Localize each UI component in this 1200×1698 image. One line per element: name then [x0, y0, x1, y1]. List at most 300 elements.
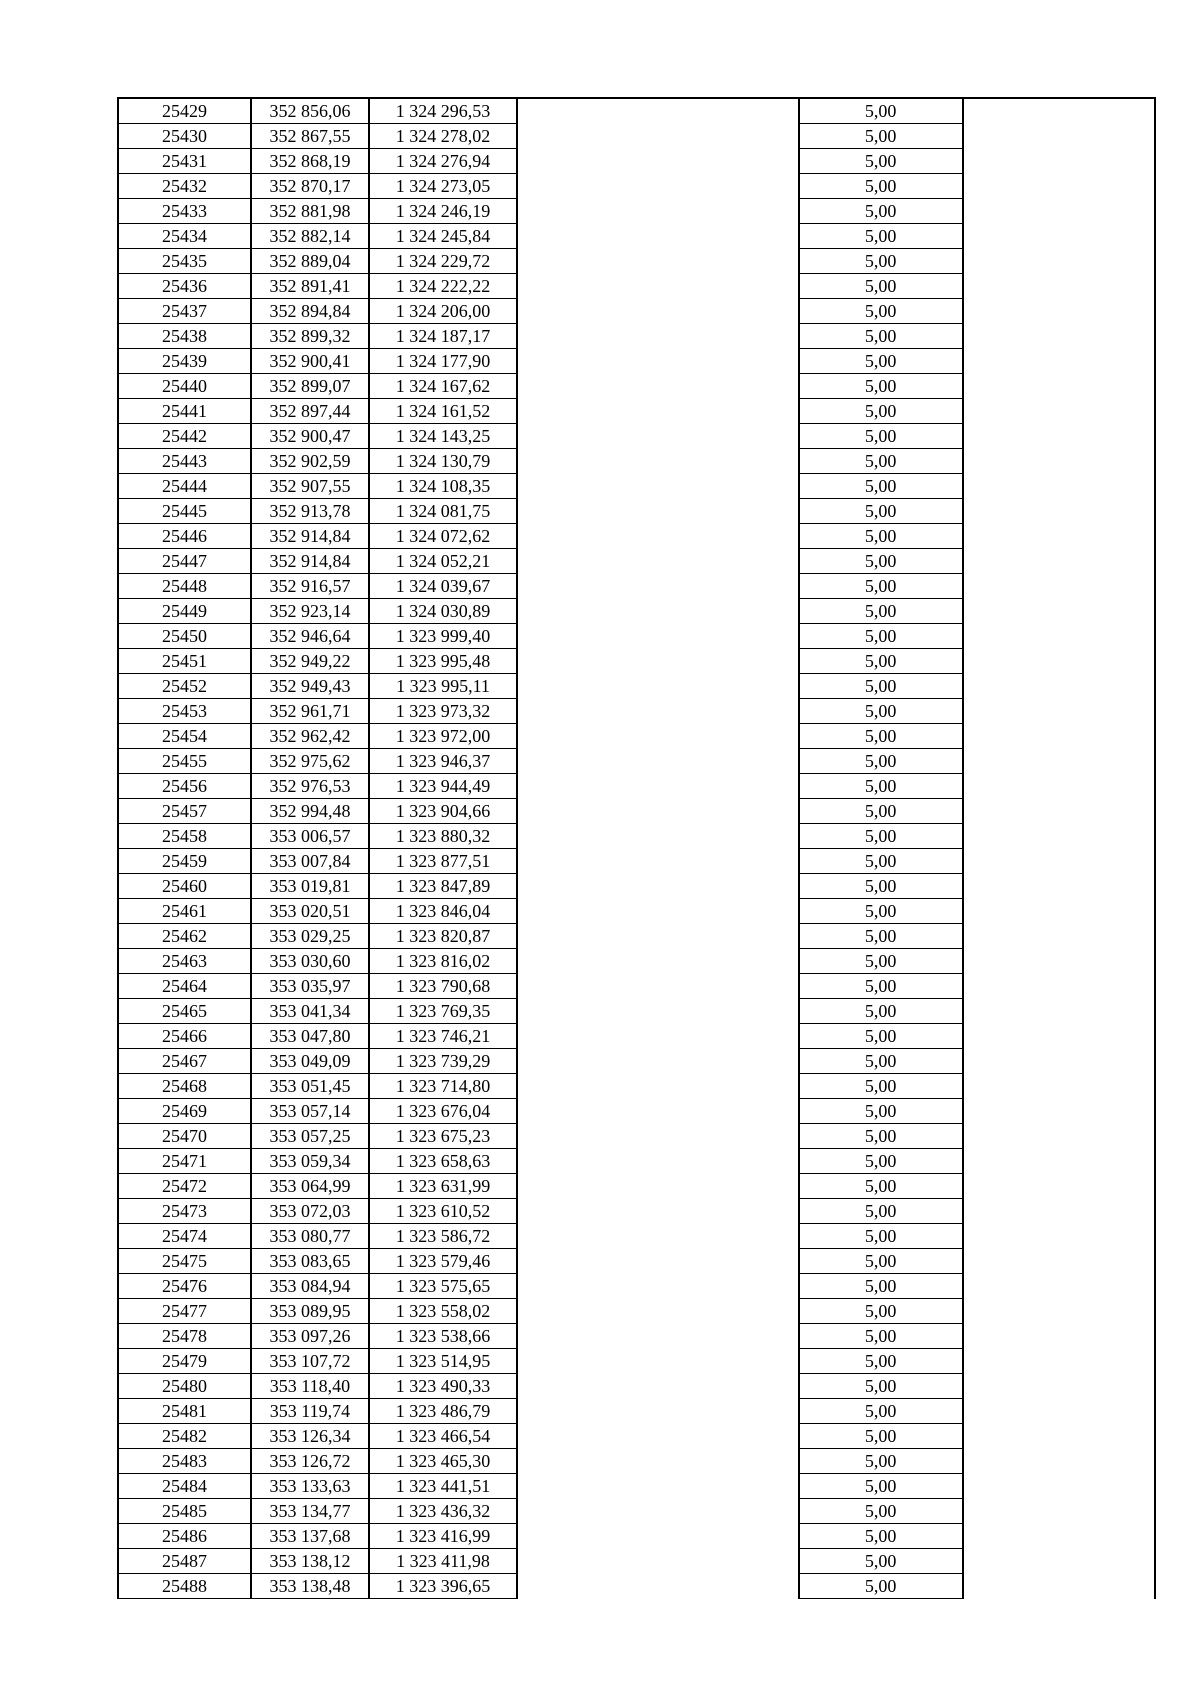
note-cell	[963, 174, 1156, 199]
table-row	[118, 349, 1155, 374]
table-row	[118, 324, 1155, 349]
y-coordinate-cell: 1 323 973,32	[369, 699, 517, 724]
y-coordinate-cell: 1 323 466,54	[369, 1424, 517, 1449]
note-cell	[963, 1549, 1156, 1574]
empty-cell	[517, 799, 799, 824]
point-number-cell: 25455	[118, 749, 251, 774]
y-coordinate-cell: 1 323 610,52	[369, 1199, 517, 1224]
x-coordinate-cell: 353 035,97	[251, 974, 369, 999]
note-cell	[963, 224, 1156, 249]
empty-cell	[517, 1324, 799, 1349]
x-coordinate-cell: 352 881,98	[251, 199, 369, 224]
note-cell	[963, 499, 1156, 524]
empty-cell	[517, 1274, 799, 1299]
empty-cell	[517, 324, 799, 349]
empty-cell	[517, 849, 799, 874]
y-coordinate-cell: 1 323 486,79	[369, 1399, 517, 1424]
empty-cell	[517, 949, 799, 974]
point-number-cell: 25454	[118, 724, 251, 749]
table-row	[118, 999, 1155, 1024]
accuracy-cell: 5,00	[799, 1399, 963, 1424]
note-cell	[963, 1424, 1156, 1449]
accuracy-cell: 5,00	[799, 1024, 963, 1049]
table-row	[118, 1274, 1155, 1299]
x-coordinate-cell: 352 891,41	[251, 274, 369, 299]
table-row	[118, 1099, 1155, 1124]
empty-cell	[517, 1549, 799, 1574]
accuracy-cell: 5,00	[799, 849, 963, 874]
table-row	[118, 1249, 1155, 1274]
table-row	[118, 199, 1155, 224]
accuracy-cell: 5,00	[799, 349, 963, 374]
empty-cell	[517, 1224, 799, 1249]
note-cell	[963, 149, 1156, 174]
point-number-cell: 25438	[118, 324, 251, 349]
accuracy-cell: 5,00	[799, 899, 963, 924]
empty-cell	[517, 249, 799, 274]
empty-cell	[517, 224, 799, 249]
point-number-cell: 25484	[118, 1474, 251, 1499]
accuracy-cell: 5,00	[799, 1499, 963, 1524]
y-coordinate-cell: 1 323 904,66	[369, 799, 517, 824]
x-coordinate-cell: 352 962,42	[251, 724, 369, 749]
x-coordinate-cell: 353 049,09	[251, 1049, 369, 1074]
accuracy-cell: 5,00	[799, 824, 963, 849]
point-number-cell: 25464	[118, 974, 251, 999]
point-number-cell: 25465	[118, 999, 251, 1024]
point-number-cell: 25443	[118, 449, 251, 474]
table-row	[118, 1449, 1155, 1474]
table-row	[118, 1074, 1155, 1099]
x-coordinate-cell: 353 064,99	[251, 1174, 369, 1199]
point-number-cell: 25477	[118, 1299, 251, 1324]
empty-cell	[517, 649, 799, 674]
x-coordinate-cell: 352 900,41	[251, 349, 369, 374]
empty-cell	[517, 1249, 799, 1274]
y-coordinate-cell: 1 323 946,37	[369, 749, 517, 774]
empty-cell	[517, 274, 799, 299]
point-number-cell: 25435	[118, 249, 251, 274]
note-cell	[963, 1174, 1156, 1199]
accuracy-cell: 5,00	[799, 1124, 963, 1149]
x-coordinate-cell: 353 134,77	[251, 1499, 369, 1524]
table-row	[118, 474, 1155, 499]
table-row	[118, 1124, 1155, 1149]
accuracy-cell: 5,00	[799, 524, 963, 549]
y-coordinate-cell: 1 324 108,35	[369, 474, 517, 499]
y-coordinate-cell: 1 324 276,94	[369, 149, 517, 174]
x-coordinate-cell: 352 907,55	[251, 474, 369, 499]
empty-cell	[517, 924, 799, 949]
x-coordinate-cell: 353 019,81	[251, 874, 369, 899]
note-cell	[963, 924, 1156, 949]
x-coordinate-cell: 352 994,48	[251, 799, 369, 824]
point-number-cell: 25445	[118, 499, 251, 524]
empty-cell	[517, 699, 799, 724]
table-row	[118, 1499, 1155, 1524]
accuracy-cell: 5,00	[799, 624, 963, 649]
note-cell	[963, 549, 1156, 574]
x-coordinate-cell: 353 041,34	[251, 999, 369, 1024]
table-row	[118, 449, 1155, 474]
table-row	[118, 774, 1155, 799]
note-cell	[963, 1324, 1156, 1349]
note-cell	[963, 874, 1156, 899]
x-coordinate-cell: 352 870,17	[251, 174, 369, 199]
y-coordinate-cell: 1 324 296,53	[369, 98, 517, 124]
x-coordinate-cell: 353 057,25	[251, 1124, 369, 1149]
y-coordinate-cell: 1 323 972,00	[369, 724, 517, 749]
point-number-cell: 25466	[118, 1024, 251, 1049]
empty-cell	[517, 374, 799, 399]
x-coordinate-cell: 352 976,53	[251, 774, 369, 799]
note-cell	[963, 974, 1156, 999]
note-cell	[963, 774, 1156, 799]
x-coordinate-cell: 353 080,77	[251, 1224, 369, 1249]
note-cell	[963, 1299, 1156, 1324]
y-coordinate-cell: 1 324 245,84	[369, 224, 517, 249]
point-number-cell: 25460	[118, 874, 251, 899]
x-coordinate-cell: 352 914,84	[251, 524, 369, 549]
y-coordinate-cell: 1 323 944,49	[369, 774, 517, 799]
x-coordinate-cell: 353 051,45	[251, 1074, 369, 1099]
table-row	[118, 1474, 1155, 1499]
x-coordinate-cell: 352 868,19	[251, 149, 369, 174]
table-row	[118, 124, 1155, 149]
empty-cell	[517, 1124, 799, 1149]
y-coordinate-cell: 1 323 999,40	[369, 624, 517, 649]
table-row	[118, 1424, 1155, 1449]
note-cell	[963, 899, 1156, 924]
point-number-cell: 25468	[118, 1074, 251, 1099]
table-row	[118, 1024, 1155, 1049]
point-number-cell: 25471	[118, 1149, 251, 1174]
table-row	[118, 1399, 1155, 1424]
y-coordinate-cell: 1 323 877,51	[369, 849, 517, 874]
note-cell	[963, 1449, 1156, 1474]
empty-cell	[517, 599, 799, 624]
note-cell	[963, 999, 1156, 1024]
note-cell	[963, 1099, 1156, 1124]
table-row	[118, 1574, 1155, 1599]
accuracy-cell: 5,00	[799, 574, 963, 599]
point-number-cell: 25458	[118, 824, 251, 849]
table-row	[118, 1199, 1155, 1224]
point-number-cell: 25478	[118, 1324, 251, 1349]
y-coordinate-cell: 1 323 586,72	[369, 1224, 517, 1249]
x-coordinate-cell: 353 118,40	[251, 1374, 369, 1399]
x-coordinate-cell: 353 126,34	[251, 1424, 369, 1449]
accuracy-cell: 5,00	[799, 424, 963, 449]
table-row	[118, 549, 1155, 574]
table-row	[118, 1299, 1155, 1324]
x-coordinate-cell: 352 899,07	[251, 374, 369, 399]
empty-cell	[517, 199, 799, 224]
accuracy-cell: 5,00	[799, 499, 963, 524]
table-row	[118, 299, 1155, 324]
note-cell	[963, 349, 1156, 374]
accuracy-cell: 5,00	[799, 124, 963, 149]
point-number-cell: 25473	[118, 1199, 251, 1224]
note-cell	[963, 1049, 1156, 1074]
empty-cell	[517, 474, 799, 499]
accuracy-cell: 5,00	[799, 274, 963, 299]
x-coordinate-cell: 352 889,04	[251, 249, 369, 274]
note-cell	[963, 1024, 1156, 1049]
accuracy-cell: 5,00	[799, 699, 963, 724]
empty-cell	[517, 1574, 799, 1599]
table-row	[118, 799, 1155, 824]
y-coordinate-cell: 1 323 846,04	[369, 899, 517, 924]
y-coordinate-cell: 1 323 538,66	[369, 1324, 517, 1349]
x-coordinate-cell: 352 867,55	[251, 124, 369, 149]
table-row	[118, 1549, 1155, 1574]
table-row	[118, 524, 1155, 549]
accuracy-cell: 5,00	[799, 149, 963, 174]
point-number-cell: 25430	[118, 124, 251, 149]
x-coordinate-cell: 353 133,63	[251, 1474, 369, 1499]
y-coordinate-cell: 1 324 229,72	[369, 249, 517, 274]
accuracy-cell: 5,00	[799, 1149, 963, 1174]
point-number-cell: 25467	[118, 1049, 251, 1074]
y-coordinate-cell: 1 324 206,00	[369, 299, 517, 324]
accuracy-cell: 5,00	[799, 224, 963, 249]
point-number-cell: 25451	[118, 649, 251, 674]
y-coordinate-cell: 1 323 631,99	[369, 1174, 517, 1199]
y-coordinate-cell: 1 324 039,67	[369, 574, 517, 599]
table-row	[118, 499, 1155, 524]
note-cell	[963, 1074, 1156, 1099]
table-row	[118, 624, 1155, 649]
point-number-cell: 25457	[118, 799, 251, 824]
empty-cell	[517, 1074, 799, 1099]
table-row	[118, 1224, 1155, 1249]
empty-cell	[517, 524, 799, 549]
y-coordinate-cell: 1 323 739,29	[369, 1049, 517, 1074]
table-row	[118, 98, 1155, 124]
y-coordinate-cell: 1 323 558,02	[369, 1299, 517, 1324]
accuracy-cell: 5,00	[799, 949, 963, 974]
accuracy-cell: 5,00	[799, 374, 963, 399]
x-coordinate-cell: 352 923,14	[251, 599, 369, 624]
note-cell	[963, 524, 1156, 549]
x-coordinate-cell: 352 899,32	[251, 324, 369, 349]
x-coordinate-cell: 353 089,95	[251, 1299, 369, 1324]
point-number-cell: 25453	[118, 699, 251, 724]
empty-cell	[517, 674, 799, 699]
coordinates-table	[117, 97, 1156, 1599]
accuracy-cell: 5,00	[799, 1199, 963, 1224]
empty-cell	[517, 724, 799, 749]
table-row	[118, 1174, 1155, 1199]
empty-cell	[517, 1399, 799, 1424]
y-coordinate-cell: 1 323 465,30	[369, 1449, 517, 1474]
x-coordinate-cell: 352 902,59	[251, 449, 369, 474]
empty-cell	[517, 424, 799, 449]
point-number-cell: 25488	[118, 1574, 251, 1599]
accuracy-cell: 5,00	[799, 199, 963, 224]
table-row	[118, 574, 1155, 599]
empty-cell	[517, 499, 799, 524]
note-cell	[963, 1274, 1156, 1299]
accuracy-cell: 5,00	[799, 924, 963, 949]
table-row	[118, 174, 1155, 199]
empty-cell	[517, 999, 799, 1024]
empty-cell	[517, 899, 799, 924]
empty-cell	[517, 549, 799, 574]
note-cell	[963, 949, 1156, 974]
table-row	[118, 149, 1155, 174]
table-row	[118, 874, 1155, 899]
y-coordinate-cell: 1 323 441,51	[369, 1474, 517, 1499]
point-number-cell: 25441	[118, 399, 251, 424]
accuracy-cell: 5,00	[799, 774, 963, 799]
y-coordinate-cell: 1 324 167,62	[369, 374, 517, 399]
table-row	[118, 1049, 1155, 1074]
note-cell	[963, 699, 1156, 724]
empty-cell	[517, 1149, 799, 1174]
accuracy-cell: 5,00	[799, 324, 963, 349]
table-row	[118, 899, 1155, 924]
y-coordinate-cell: 1 324 187,17	[369, 324, 517, 349]
note-cell	[963, 249, 1156, 274]
y-coordinate-cell: 1 323 575,65	[369, 1274, 517, 1299]
x-coordinate-cell: 352 856,06	[251, 98, 369, 124]
point-number-cell: 25434	[118, 224, 251, 249]
accuracy-cell: 5,00	[799, 1299, 963, 1324]
point-number-cell: 25485	[118, 1499, 251, 1524]
empty-cell	[517, 624, 799, 649]
y-coordinate-cell: 1 323 675,23	[369, 1124, 517, 1149]
accuracy-cell: 5,00	[799, 449, 963, 474]
point-number-cell: 25482	[118, 1424, 251, 1449]
table-row	[118, 974, 1155, 999]
note-cell	[963, 849, 1156, 874]
table-row	[118, 824, 1155, 849]
point-number-cell: 25448	[118, 574, 251, 599]
note-cell	[963, 1399, 1156, 1424]
y-coordinate-cell: 1 324 130,79	[369, 449, 517, 474]
empty-cell	[517, 774, 799, 799]
note-cell	[963, 124, 1156, 149]
y-coordinate-cell: 1 323 880,32	[369, 824, 517, 849]
y-coordinate-cell: 1 324 246,19	[369, 199, 517, 224]
table-row	[118, 649, 1155, 674]
x-coordinate-cell: 352 894,84	[251, 299, 369, 324]
note-cell	[963, 574, 1156, 599]
accuracy-cell: 5,00	[799, 674, 963, 699]
accuracy-cell: 5,00	[799, 1224, 963, 1249]
x-coordinate-cell: 353 084,94	[251, 1274, 369, 1299]
y-coordinate-cell: 1 324 052,21	[369, 549, 517, 574]
point-number-cell: 25450	[118, 624, 251, 649]
table-row	[118, 249, 1155, 274]
y-coordinate-cell: 1 323 769,35	[369, 999, 517, 1024]
x-coordinate-cell: 353 138,12	[251, 1549, 369, 1574]
note-cell	[963, 1249, 1156, 1274]
point-number-cell: 25436	[118, 274, 251, 299]
note-cell	[963, 274, 1156, 299]
point-number-cell: 25470	[118, 1124, 251, 1149]
accuracy-cell: 5,00	[799, 1374, 963, 1399]
accuracy-cell: 5,00	[799, 1424, 963, 1449]
table-row	[118, 1524, 1155, 1549]
note-cell	[963, 1574, 1156, 1599]
point-number-cell: 25439	[118, 349, 251, 374]
empty-cell	[517, 449, 799, 474]
note-cell	[963, 674, 1156, 699]
y-coordinate-cell: 1 323 579,46	[369, 1249, 517, 1274]
point-number-cell: 25452	[118, 674, 251, 699]
empty-cell	[517, 174, 799, 199]
y-coordinate-cell: 1 324 222,22	[369, 274, 517, 299]
note-cell	[963, 649, 1156, 674]
x-coordinate-cell: 352 882,14	[251, 224, 369, 249]
empty-cell	[517, 874, 799, 899]
accuracy-cell: 5,00	[799, 174, 963, 199]
note-cell	[963, 199, 1156, 224]
point-number-cell: 25456	[118, 774, 251, 799]
note-cell	[963, 1524, 1156, 1549]
x-coordinate-cell: 352 914,84	[251, 549, 369, 574]
x-coordinate-cell: 353 107,72	[251, 1349, 369, 1374]
note-cell	[963, 624, 1156, 649]
point-number-cell: 25476	[118, 1274, 251, 1299]
note-cell	[963, 724, 1156, 749]
empty-cell	[517, 149, 799, 174]
note-cell	[963, 599, 1156, 624]
table-row	[118, 224, 1155, 249]
x-coordinate-cell: 352 975,62	[251, 749, 369, 774]
point-number-cell: 25462	[118, 924, 251, 949]
note-cell	[963, 449, 1156, 474]
note-cell	[963, 1374, 1156, 1399]
x-coordinate-cell: 352 897,44	[251, 399, 369, 424]
table-row	[118, 1374, 1155, 1399]
accuracy-cell: 5,00	[799, 1074, 963, 1099]
x-coordinate-cell: 353 097,26	[251, 1324, 369, 1349]
note-cell	[963, 324, 1156, 349]
empty-cell	[517, 1199, 799, 1224]
x-coordinate-cell: 353 057,14	[251, 1099, 369, 1124]
point-number-cell: 25475	[118, 1249, 251, 1274]
table-row	[118, 599, 1155, 624]
y-coordinate-cell: 1 324 273,05	[369, 174, 517, 199]
empty-cell	[517, 1424, 799, 1449]
point-number-cell: 25480	[118, 1374, 251, 1399]
point-number-cell: 25432	[118, 174, 251, 199]
note-cell	[963, 824, 1156, 849]
point-number-cell: 25487	[118, 1549, 251, 1574]
x-coordinate-cell: 352 961,71	[251, 699, 369, 724]
x-coordinate-cell: 352 916,57	[251, 574, 369, 599]
point-number-cell: 25446	[118, 524, 251, 549]
y-coordinate-cell: 1 323 820,87	[369, 924, 517, 949]
accuracy-cell: 5,00	[799, 549, 963, 574]
table-row	[118, 949, 1155, 974]
accuracy-cell: 5,00	[799, 599, 963, 624]
accuracy-cell: 5,00	[799, 1324, 963, 1349]
empty-cell	[517, 299, 799, 324]
table-row	[118, 1149, 1155, 1174]
empty-cell	[517, 1449, 799, 1474]
x-coordinate-cell: 353 047,80	[251, 1024, 369, 1049]
empty-cell	[517, 1049, 799, 1074]
x-coordinate-cell: 353 006,57	[251, 824, 369, 849]
table-row	[118, 399, 1155, 424]
point-number-cell: 25442	[118, 424, 251, 449]
note-cell	[963, 1474, 1156, 1499]
